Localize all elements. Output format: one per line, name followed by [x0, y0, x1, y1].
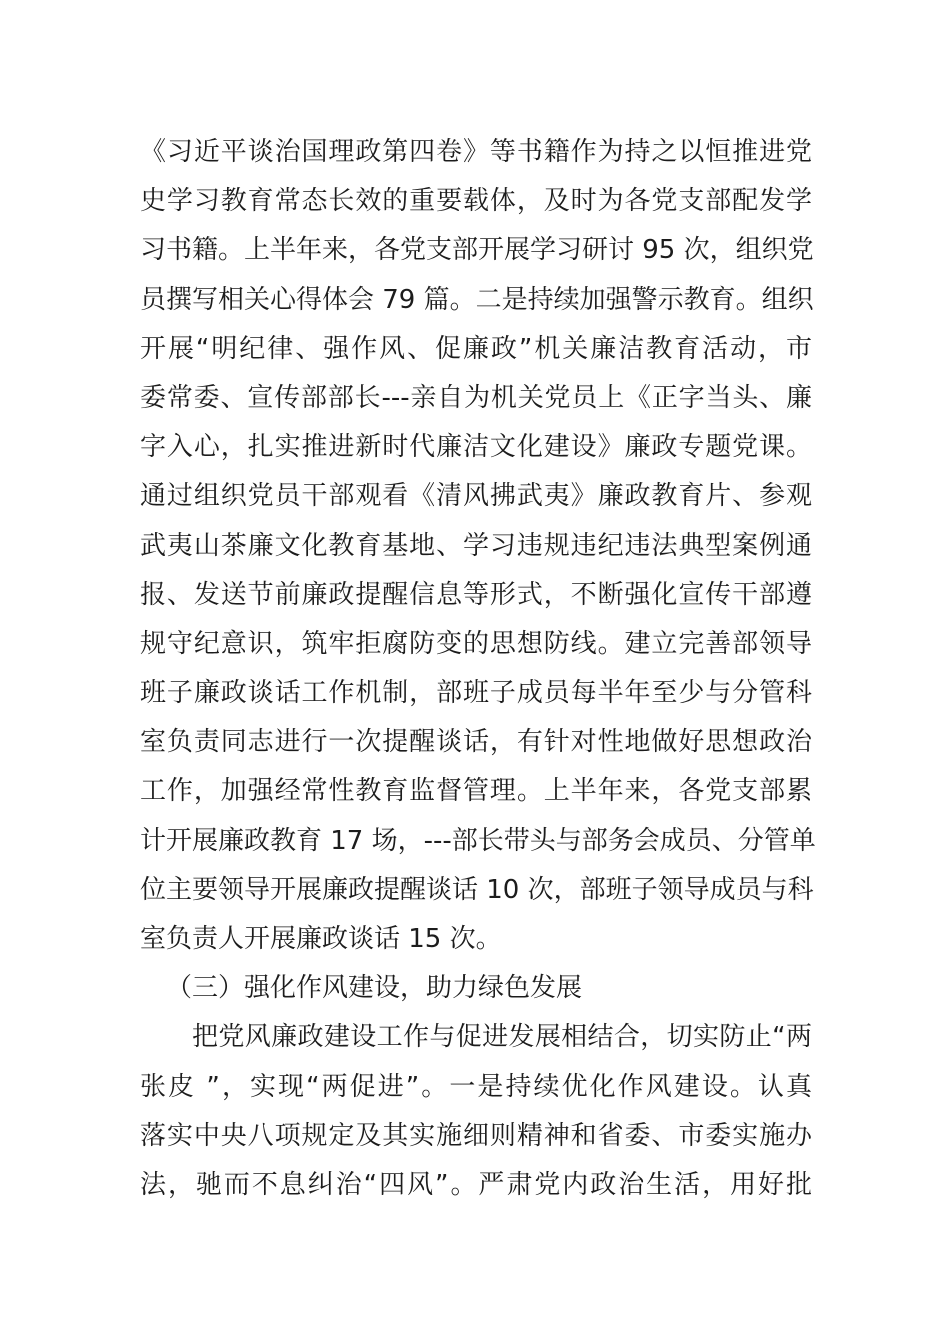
- text-line: 史学习教育常态长效的重要载体，及时为各党支部配发学: [140, 186, 812, 217]
- text-line: 字入心，扎实推进新时代廉洁文化建设》廉政专题党课。: [140, 432, 812, 463]
- text-line: 员撰写相关心得体会 79 篇。二是持续加强警示教育。组织: [140, 284, 814, 315]
- text-line: 计开展廉政教育 17 场，---部长带头与部务会成员、分管单: [140, 825, 816, 856]
- text-line: 位主要领导开展廉政提醒谈话 10 次，部班子领导成员与科: [140, 874, 814, 905]
- text-line: 室负责同志进行一次提醒谈话，有针对性地做好思想政治: [140, 727, 812, 758]
- section-heading: （三）强化作风建设，助力绿色发展: [166, 973, 583, 1004]
- text-line: 报、发送节前廉政提醒信息等形式，不断强化宣传干部遵: [140, 579, 812, 610]
- text-line: 通过组织党员干部观看《清风拂武夷》廉政教育片、参观: [140, 481, 812, 512]
- text-line: 开展“明纪律、强作风、促廉政”机关廉洁教育活动，市: [140, 333, 812, 364]
- text-line: 武夷山茶廉文化教育基地、学习违规违纪违法典型案例通: [140, 530, 812, 561]
- text-line: 把党风廉政建设工作与促进发展相结合，切实防止“两: [192, 1022, 812, 1053]
- text-line: 室负责人开展廉政谈话 15 次。: [140, 924, 502, 954]
- text-line: 法，驰而不息纠治“四风”。严肃党内政治生活，用好批: [140, 1169, 812, 1200]
- text-line: 工作，加强经常性教育监督管理。上半年来，各党支部累: [140, 776, 812, 807]
- text-line: 委常委、宣传部部长---亲自为机关党员上《正字当头、廉: [140, 382, 812, 413]
- text-line: 张皮 ”，实现“两促进”。一是持续优化作风建设。认真: [140, 1071, 812, 1102]
- text-line: 班子廉政谈话工作机制，部班子成员每半年至少与分管科: [140, 678, 812, 709]
- text-line: 习书籍。上半年来，各党支部开展学习研讨 95 次，组织党: [140, 235, 814, 266]
- text-line: 《习近平谈治国理政第四卷》等书籍作为持之以恒推进党: [140, 137, 812, 167]
- text-line: 落实中央八项规定及其实施细则精神和省委、市委实施办: [140, 1120, 812, 1151]
- document-body: [140, 128, 816, 1210]
- text-line: 规守纪意识，筑牢拒腐防变的思想防线。建立完善部领导: [140, 628, 812, 659]
